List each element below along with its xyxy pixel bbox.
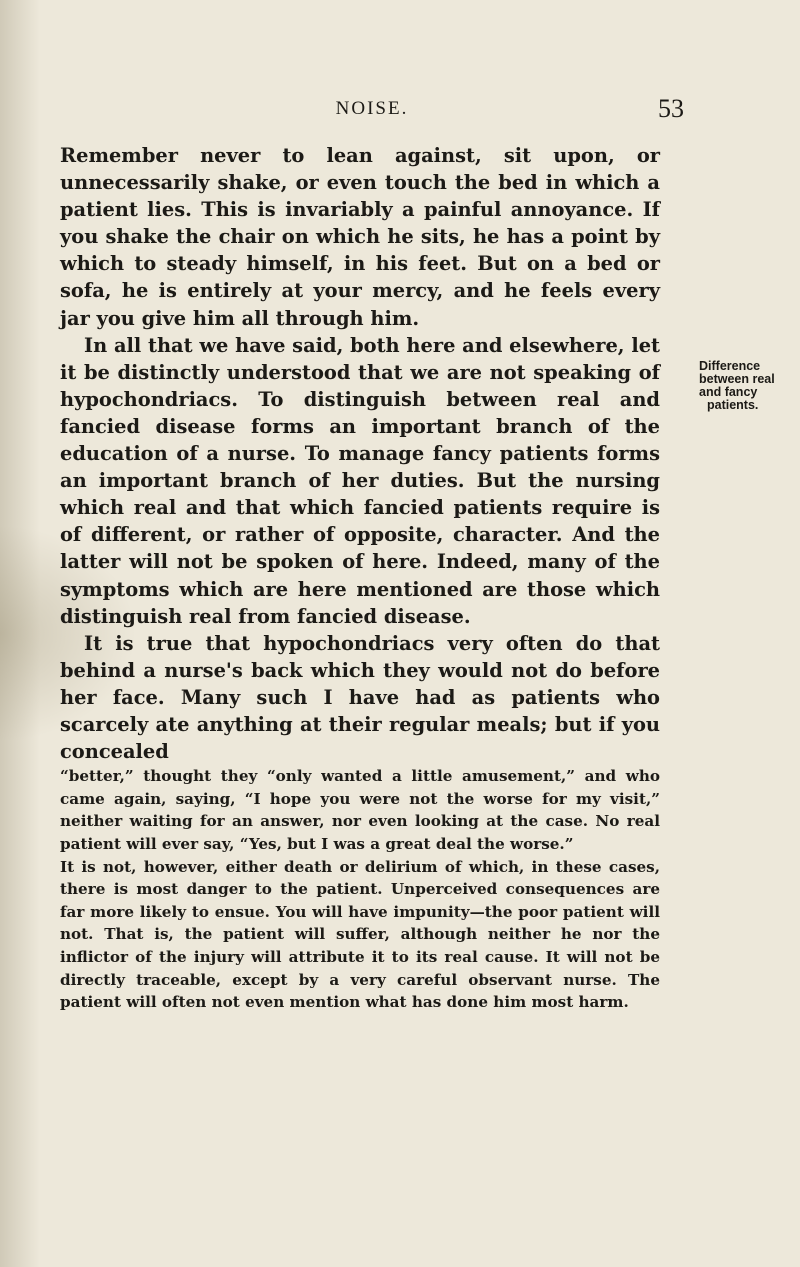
- small-text: [60, 765, 660, 1014]
- paragraph-better: “better,” thought they “only wanted a little amusement,” and who came again, saying, “I hope you were not the worse for my visit,” neither waiting for an answer, nor even looking at the case. No real patient will ever say, “Yes, but I was a great deal the worse.”: [60, 767, 660, 853]
- margin-note-line: between real: [699, 372, 775, 386]
- margin-note: [699, 360, 795, 412]
- running-head: [60, 94, 684, 126]
- page-body: [60, 142, 660, 1014]
- paragraph-behind-back: It is true that hypochondriacs very often do that behind a nurse's back which they would not do before her face. Many such I have had as patients who scarcely ate anything at their regular meals; but if you concealed: [60, 631, 660, 764]
- margin-note-line: patients.: [707, 398, 759, 412]
- margin-note-line: and fancy: [699, 385, 758, 399]
- main-text: [60, 142, 660, 765]
- running-title: NOISE.: [335, 98, 409, 119]
- paragraph-bed: Remember never to lean against, sit upon, or unnecessarily shake, or even touch the bed in which a patient lies. This is invariably a painful annoyance. If you shake the chair on which he sits, he has a point by which to steady himself, in his feet. But on a bed or sofa, he is entirely at your mercy, and he feels every jar you give him all through him.: [60, 144, 660, 330]
- page-number: 53: [658, 94, 684, 123]
- margin-note-line: Difference: [699, 359, 761, 373]
- paragraph-consequences: It is not, however, either death or delirium of which, in these cases, there is most danger to the patient. Unperceived consequences are far more likely to ensue. You will have impunity—the poor patient will not. That is, the patient will suffer, although neither he nor the inflictor of the injury will attribute it to its real cause. It will not be directly traceable, except by a very careful observant nurse. The patient will often not even mention what has done him most harm.: [60, 857, 660, 1012]
- paragraph-hypochondriacs: In all that we have said, both here and elsewhere, let it be distinctly understood that we are not speaking of hypochondriacs. To distinguish between real and fancied disease forms an important branch of the education of a nurse. To manage fancy patients forms an important branch of her duties. But the nursing which real and that which fancied patients require is of different, or rather of opposite, character. And the latter will not be spoken of here. Indeed, many of the symptoms which are here mentioned are those which distinguish real from fancied disease.: [60, 333, 660, 628]
